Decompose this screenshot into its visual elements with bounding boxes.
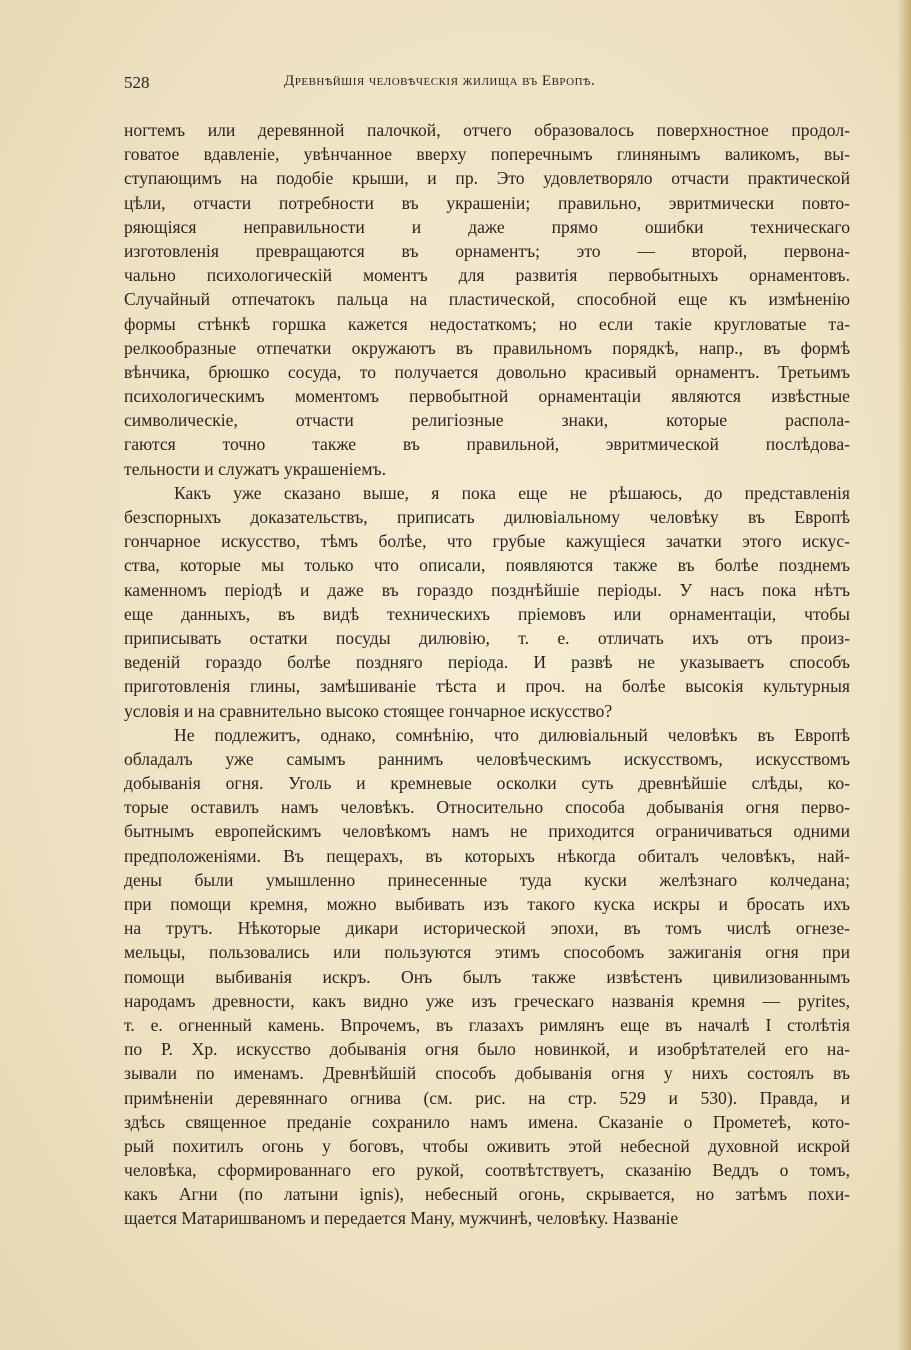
text-line: цѣли, отчасти потребности въ украшеніи; правильно, эвритмически повто- (124, 192, 850, 213)
text-line: формы стѣнкѣ горшка кажется недостаткомъ; но если такіе кругловатые та- (124, 313, 850, 334)
text-line: ряющіяся неправильности и даже прямо ошибки техническаго (124, 216, 850, 237)
text-line: при помощи кремня, можно выбивать изъ такого куска искры и бросать ихъ (124, 894, 850, 914)
page-header (124, 73, 850, 101)
text-line: веденій гораздо болѣе поздняго періода. И развѣ не указываетъ способъ (124, 652, 850, 673)
text-line: гаются точно также въ правильной, эвритмической послѣдова- (124, 434, 850, 455)
text-line: гончарное искусство, тѣмъ болѣе, что грубые кажущіеся зачатки этого искус- (124, 531, 850, 552)
text-line: еще данныхъ, въ видѣ техническихъ пріемовъ или орнаментаціи, чтобы (124, 603, 850, 624)
text-line: здѣсь священное преданіе сохранило намъ имена. Сказаніе о Прометеѣ, кото- (124, 1111, 850, 1132)
text-line: говатое вдавленіе, увѣнчанное вверху поперечнымъ глинянымъ валикомъ, вы- (124, 144, 850, 165)
text-line: вѣнчика, брюшко сосуда, то получается довольно красивый орнаментъ. Третьимъ (124, 361, 850, 382)
text-line: добыванія огня. Уголь и кремневые осколки суть древнѣйшіе слѣды, ко- (124, 773, 850, 794)
text-line: зывали по именамъ. Древнѣйшій способъ добыванія огня у нихъ состоялъ въ (124, 1063, 850, 1084)
text-line: приписывать остатки посуды дилювію, т. е. отличать ихъ отъ произ- (124, 627, 850, 648)
text-line: т. е. огненный камень. Впрочемъ, въ глазахъ римлянъ еще въ началѣ I столѣтія (124, 1014, 850, 1035)
text-line: символическіе, отчасти религіозные знаки, которые распола- (124, 410, 850, 431)
text-line: чально психологическій моментъ для развитія первобытныхъ орнаментовъ. (124, 265, 850, 286)
body-text (124, 118, 850, 1231)
text-line: торые оставилъ намъ человѣкъ. Относительно способа добыванія огня перво- (124, 797, 850, 818)
page-number: 528 (124, 73, 150, 92)
text-line: щается Матаришваномъ и передается Ману, мужчинѣ, человѣку. Названіе (124, 1208, 679, 1229)
text-line: по Р. Хр. искусство добыванія огня было новинкой, и изобрѣтателей его на- (124, 1039, 850, 1060)
text-line: человѣка, сформированнагo его рукой, соотвѣтствуетъ, сказанію Веддъ о томъ, (124, 1160, 850, 1181)
text-line: примѣненіи деревяннаго огнива (см. рис. на стр. 529 и 530). Правда, и (124, 1087, 850, 1108)
text-line: условія и на сравнительно высоко стоящее гончарное искусство? (124, 700, 613, 721)
text-line: народамъ древности, какъ видно уже изъ греческаго названія кремня — pyrites, (124, 990, 850, 1011)
text-line: изготовленія превращаются въ орнаментъ; это — второй, первона- (124, 240, 850, 261)
text-line: психологическимъ моментомъ первобытной орнаментаціи являются извѣстные (124, 386, 850, 407)
text-line: бытнымъ европейскимъ человѣкомъ намъ не приходится ограничиваться одними (124, 821, 850, 842)
page-edge-shadow (897, 0, 911, 1350)
text-line: Какъ уже сказано выше, я пока еще не рѣшаюсь, до представленія (174, 482, 850, 503)
text-line: ногтемъ или деревянной палочкой, отчего образовалось поверхностное продол- (124, 120, 850, 140)
text-line: обладалъ уже самымъ раннимъ человѣческимъ искусствомъ, искусствомъ (124, 748, 850, 769)
text-line: ства, которые мы только что описали, появляются также въ болѣе позднемъ (124, 555, 850, 576)
text-line: Не подлежитъ, однако, сомнѣнію, что дилювіальный человѣкъ въ Европѣ (174, 724, 850, 745)
text-line: тельности и служатъ украшеніемъ. (124, 458, 386, 479)
text-line: мельцы, пользовались или пользуются этимъ способомъ зажиганія огня при (124, 942, 850, 963)
text-line: помощи выбиванія искръ. Онъ былъ также извѣстенъ цивилизованнымъ (124, 966, 850, 987)
text-line: ступающимъ на подобіе крыши, и пр. Это удовлетворяло отчасти практической (124, 168, 850, 189)
text-line: каменномъ періодѣ и даже въ гораздо позднѣйшіе періоды. У насъ пока нѣтъ (124, 579, 850, 600)
running-title: Древнѣйшія человѣческія жилища въ Европѣ. (284, 73, 596, 89)
text-line: безспорныхъ доказательствъ, приписать дилювіальному человѣку въ Европѣ (124, 507, 850, 527)
text-line: на трутъ. Нѣкоторые дикари исторической эпохи, въ томъ числѣ огнезе- (124, 918, 850, 939)
text-line: предположеніями. Въ пещерахъ, въ которыхъ нѣкогда обиталъ человѣкъ, най- (124, 845, 850, 866)
text-line: приготовленія глины, замѣшиваніе тѣста и проч. на болѣе высокія культурныя (124, 676, 850, 697)
text-line: релкообразные отпечатки окружаютъ въ правильномъ порядкѣ, напр., въ формѣ (124, 337, 850, 358)
text-line: какъ Агни (по латыни ignis), небесный огонь, скрывается, но затѣмъ похи- (124, 1184, 850, 1205)
text-line: рый похитилъ огонь у боговъ, чтобы оживить этой небесной духовной искрой (124, 1135, 850, 1156)
text-line: Случайный отпечатокъ пальца на пластической, способной еще къ измѣненію (124, 289, 850, 310)
text-line: дены были умышленно принесенные туда куски желѣзнаго колчедана; (124, 869, 850, 890)
